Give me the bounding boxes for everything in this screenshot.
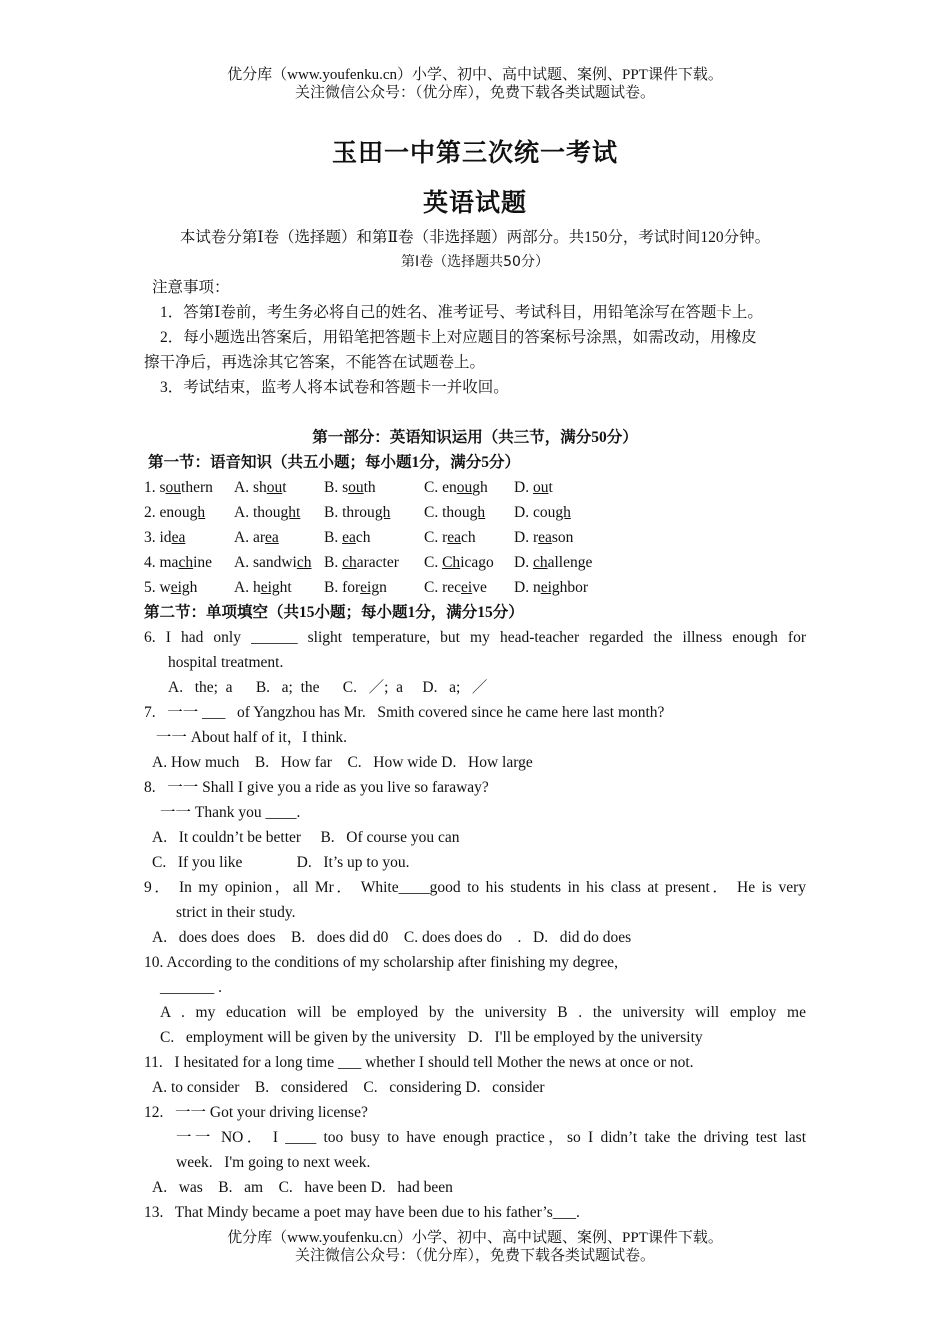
header-line-1: 优分库（www.youfenku.cn）小学、初中、高中试题、案例、PPT课件下载。	[227, 67, 723, 83]
phonetic-option: D. challenge	[514, 554, 593, 571]
phonetic-word: 5. weigh	[144, 579, 198, 596]
header-line-2: 关注微信公众号：（优分库），免费下载各类试题试卷。	[294, 85, 655, 101]
phonetic-option: A. thought	[234, 504, 301, 521]
question-7: 7. 一一 ___ of Yangzhou has Mr. Smith covered since he came here last month?	[144, 704, 665, 721]
exam-title: 玉田一中第三次统一考试	[331, 138, 618, 167]
phonetic-option: B. south	[324, 479, 376, 496]
phonetic-word: 2. enough	[144, 504, 206, 521]
question-6-cont: hospital treatment.	[168, 654, 284, 671]
phonetic-option: A. shout	[234, 479, 287, 496]
phonetic-option: D. cough	[514, 504, 571, 521]
phonetic-row	[144, 500, 806, 525]
phonetic-option: C. reach	[424, 529, 476, 546]
phonetic-option: C. receive	[424, 579, 487, 596]
question-9: 9． In my opinion，all Mr． White____good to his students in his class at present． He is very	[144, 879, 806, 896]
exam-content	[144, 225, 806, 1225]
intro-text: 本试卷分第Ⅰ卷（选择题）和第Ⅱ卷（非选择题）两部分。共150分，考试时间120分钟。	[179, 229, 771, 246]
phonetic-option: B. foreign	[324, 579, 387, 596]
question-11-options: A. to consider B. considered C. considering D. consider	[152, 1079, 545, 1096]
question-8: 8. 一一 Shall I give you a ride as you live so faraway?	[144, 779, 489, 796]
question-10: 10. According to the conditions of my scholarship after finishing my degree,	[144, 954, 618, 971]
phonetic-option: B. character	[324, 554, 399, 571]
question-8-options-1: A. It couldn’t be better B. Of course you can	[152, 829, 460, 846]
footer-line-1: 优分库（www.youfenku.cn）小学、初中、高中试题、案例、PPT课件下载。	[227, 1230, 723, 1246]
question-12-options: A. was B. am C. have been D. had been	[152, 1179, 453, 1196]
phonetic-option: A. height	[234, 579, 292, 596]
notice-item-1: 1．答第Ⅰ卷前，考生务必将自己的姓名、准考证号、考试科目，用铅笔涂写在答题卡上。	[160, 304, 763, 321]
phonetic-option: A. sandwich	[234, 554, 312, 571]
phonetic-option: B. through	[324, 504, 391, 521]
phonetic-row	[144, 525, 806, 550]
phonetic-option: C. Chicago	[424, 554, 494, 571]
phonetic-option: C. enough	[424, 479, 488, 496]
question-7-reply: 一一 About half of it，I think.	[152, 729, 348, 746]
phonetic-row	[144, 475, 806, 500]
question-12: 12. 一一 Got your driving license?	[144, 1104, 368, 1121]
page-footer	[0, 1229, 950, 1265]
phonetic-row	[144, 575, 806, 600]
question-9-cont: strict in their study.	[176, 904, 296, 921]
question-11: 11. I hesitated for a long time ___ whether I should tell Mother the news at once or not.	[144, 1054, 694, 1071]
footer-line-2: 关注微信公众号：（优分库），免费下载各类试题试卷。	[294, 1248, 655, 1264]
phonetic-option: A. area	[234, 529, 279, 546]
phonetic-word: 3. idea	[144, 529, 186, 546]
exam-subtitle: 英语试题	[422, 188, 527, 217]
question-13: 13. That Mindy became a poet may have been due to his father’s___.	[144, 1204, 580, 1221]
question-6: 6. I had only ______ slight temperature, but my head-teacher regarded the illness enough for	[144, 629, 806, 646]
volume-heading: 第Ⅰ卷（选择题共50分）	[401, 254, 549, 270]
phonetic-word: 1. southern	[144, 479, 213, 496]
question-8-reply: 一一 Thank you ____.	[160, 804, 301, 821]
question-10-blank: _______ .	[160, 979, 222, 996]
phonetics-questions	[144, 475, 806, 600]
question-10-options-1: A . my education will be employed by the university B . the university will employ me	[160, 1004, 806, 1021]
question-12-cont: week. I'm going to next week.	[176, 1154, 371, 1171]
question-10-options-2: C. employment will be given by the university D. I'll be employed by the university	[160, 1029, 703, 1046]
notice-item-2-cont: 擦干净后，再选涂其它答案，不能答在试题卷上。	[144, 354, 486, 371]
phonetic-option: B. each	[324, 529, 371, 546]
question-9-options: A. does does does B. does did d0 C. does does do . D. did do does	[152, 929, 632, 946]
phonetic-option: C. though	[424, 504, 486, 521]
phonetic-option: D. neighbor	[514, 579, 589, 596]
phonetic-word: 4. machine	[144, 554, 213, 571]
phonetic-row	[144, 550, 806, 575]
notice-item-3: 3．考试结束，监考人将本试卷和答题卡一并收回。	[160, 379, 509, 396]
phonetic-option: D. reason	[514, 529, 574, 546]
question-7-options: A. How much B. How far C. How wide D. How large	[152, 754, 533, 771]
page-header	[0, 66, 950, 102]
section-one-heading: 第一节：语音知识（共五小题；每小题1分，满分5分）	[148, 454, 521, 471]
notice-item-2: 2．每小题选出答案后，用铅笔把答题卡上对应题目的答案标号涂黑，如需改动，用橡皮	[160, 329, 757, 346]
part-one-heading: 第一部分：英语知识运用（共三节，满分50分）	[312, 429, 638, 446]
question-8-options-2: C. If you like D. It’s up to you.	[152, 854, 410, 871]
phonetic-option: D. out	[514, 479, 553, 496]
notice-heading: 注意事项：	[152, 279, 230, 296]
section-two-heading: 第二节：单项填空（共15小题；每小题1分，满分15分）	[144, 604, 524, 621]
question-12-reply: 一一 NO． I ____ too busy to have enough practice，so I didn’t take the driving test last	[176, 1129, 806, 1146]
question-6-options: A. the; a B. a; the C. ／; a D. a; ／	[168, 679, 488, 696]
